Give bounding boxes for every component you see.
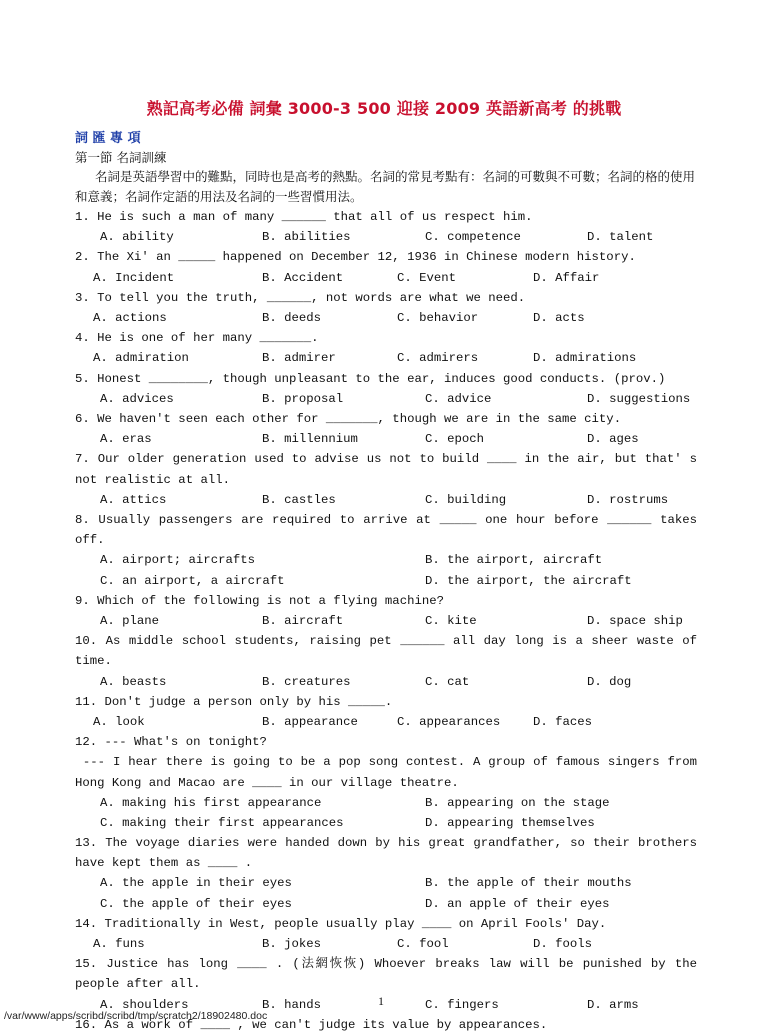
options-row (75, 813, 697, 833)
answer-option: B. jokes (262, 937, 322, 952)
answer-option: B. proposal (262, 391, 344, 406)
answer-option: A. look (93, 714, 145, 729)
answer-option: A. advices (100, 391, 174, 406)
answer-option: A. funs (93, 937, 145, 952)
answer-option: D. suggestions (587, 391, 691, 406)
answer-option: D. arms (587, 997, 639, 1012)
answer-option: C. admirers (397, 351, 479, 366)
document-title: 熟記高考必備 詞彙 3000-3 500 迎接 2009 英語新高考 的挑戰 (146, 99, 622, 118)
options-row (75, 934, 697, 954)
section-heading: 詞 匯 專 項 (75, 131, 141, 146)
answer-option: B. deeds (262, 310, 322, 325)
question-stem: 12. --- What's on tonight? --- I hear there is going to be a pop song contest. A group of famous singers from Hong Kong and Macao are ____ in our village theatre. (75, 735, 697, 790)
question-stem: 15. Justice has long ____ . (法網恢恢) Whoever breaks law will be punished by the people after all. (75, 957, 705, 992)
answer-option: B. Accident (262, 270, 344, 285)
question-stem: 6. We haven't seen each other for _______, though we are in the same city. (75, 411, 622, 426)
answer-option: D. acts (533, 310, 585, 325)
answer-option: B. creatures (262, 674, 351, 689)
question-stem: 3. To tell you the truth, ______, not words are what we need. (75, 290, 526, 305)
question-stem: 8. Usually passengers are required to arrive at _____ one hour before ______ takes off. (75, 512, 705, 548)
options-row (75, 571, 697, 591)
question-item (75, 409, 697, 449)
options-row (75, 611, 697, 631)
answer-option: A. the apple in their eyes (100, 876, 292, 891)
answer-option: C. behavior (397, 310, 479, 325)
question-stem: 4. He is one of her many _______. (75, 331, 319, 346)
question-item (75, 369, 697, 409)
question-item (75, 449, 705, 510)
question-item (75, 207, 697, 247)
answer-option: C. appearances (397, 714, 501, 729)
answer-option: A. plane (100, 613, 160, 628)
answer-option: B. millennium (262, 432, 358, 447)
answer-option: A. making his first appearance (100, 795, 322, 810)
options-row (75, 873, 697, 893)
intro-paragraph: 名詞是英語學習中的難點，同時也是高考的熱點。名詞的常見考點有：名詞的可數與不可數；名詞的格的使用和意義；名詞作定語的用法及名詞的一些習慣用法。 (75, 169, 696, 204)
options-row (75, 227, 697, 247)
answer-option: B. the airport, aircraft (425, 553, 603, 568)
question-stem: 5. Honest ________, though unpleasant to the ear, induces good conducts. (prov.) (75, 371, 666, 386)
options-row (75, 348, 697, 368)
answer-option: A. shoulders (100, 997, 189, 1012)
question-item (75, 288, 697, 328)
question-item (75, 510, 705, 591)
options-row (75, 389, 697, 409)
options-row (75, 308, 697, 328)
question-list (75, 207, 705, 1035)
answer-option: D. talent (587, 230, 654, 245)
question-stem: 1. He is such a man of many ______ that all of us respect him. (75, 210, 533, 224)
answer-option: C. epoch (425, 432, 485, 447)
question-stem: 14. Traditionally in West, people usually play ____ on April Fools' Day. (75, 916, 607, 931)
question-item (75, 328, 697, 368)
question-stem: 2. The Xi' an _____ happened on December 12, 1936 in Chinese modern history. (75, 250, 636, 265)
question-item (75, 732, 697, 833)
answer-option: D. dog (587, 674, 632, 689)
answer-option: A. airport; aircrafts (100, 553, 255, 568)
answer-option: C. building (425, 492, 507, 507)
file-path: /var/www/apps/scribd/scribd/tmp/scratch2/18902480.doc (4, 1010, 268, 1022)
question-stem: 16. As a work of ____ , we can't judge its value by appearances. (75, 1017, 548, 1032)
question-stem: 7. Our older generation used to advise us not to build ____ in the air, but that' s not realistic at all. (75, 452, 705, 487)
question-stem: 10. As middle school students, raising pet ______ all day long is a sheer waste of time. (75, 634, 705, 669)
page-number: 1 (378, 994, 384, 1008)
answer-option: A. admiration (93, 351, 189, 366)
question-item (75, 247, 697, 287)
answer-option: B. admirer (262, 351, 336, 366)
answer-option: A. ability (100, 230, 174, 245)
answer-option: C. the apple of their eyes (100, 896, 292, 911)
options-row (75, 894, 697, 914)
answer-option: A. eras (100, 432, 152, 447)
answer-option: D. fools (533, 937, 593, 952)
answer-option: D. rostrums (587, 492, 669, 507)
question-stem: 11. Don't judge a person only by his _____. (75, 694, 393, 709)
options-row (75, 429, 697, 449)
answer-option: C. fool (397, 937, 449, 952)
options-row (75, 550, 697, 570)
answer-option: A. Incident (93, 270, 175, 285)
options-row (75, 793, 697, 813)
answer-option: D. an apple of their eyes (425, 896, 610, 911)
answer-option: B. castles (262, 492, 336, 507)
question-item (75, 692, 697, 732)
answer-option: B. hands (262, 997, 322, 1012)
answer-option: C. making their first appearances (100, 815, 344, 830)
question-stem: 9. Which of the following is not a flying machine? (75, 593, 444, 608)
answer-option: D. appearing themselves (425, 815, 595, 830)
question-item (75, 631, 705, 692)
answer-option: B. appearance (262, 714, 358, 729)
question-item (75, 591, 697, 631)
options-row (75, 268, 697, 288)
answer-option: A. actions (93, 310, 167, 325)
options-row (75, 490, 697, 510)
answer-option: D. admirations (533, 351, 637, 366)
answer-option: C. cat (425, 674, 470, 689)
subsection-heading: 第一節 名詞訓練 (75, 150, 167, 165)
answer-option: C. Event (397, 270, 457, 285)
question-item (75, 914, 697, 954)
answer-option: C. competence (425, 230, 521, 245)
options-row (75, 712, 697, 732)
question-stem: 13. The voyage diaries were handed down by his great grandfather, so their brothers have kept them as ____ . (75, 836, 705, 871)
answer-option: D. space ship (587, 613, 683, 628)
answer-option: B. aircraft (262, 613, 344, 628)
answer-option: D. ages (587, 432, 639, 447)
answer-option: C. advice (425, 391, 492, 406)
options-row (75, 672, 697, 692)
answer-option: A. attics (100, 492, 167, 507)
answer-option: D. Affair (533, 270, 600, 285)
answer-option: A. beasts (100, 674, 167, 689)
answer-option: D. faces (533, 714, 593, 729)
answer-option: B. the apple of their mouths (425, 876, 632, 891)
answer-option: D. the airport, the aircraft (425, 573, 632, 588)
answer-option: B. appearing on the stage (425, 795, 610, 810)
answer-option: C. an airport, a aircraft (100, 573, 285, 588)
answer-option: C. kite (425, 613, 477, 628)
answer-option: B. abilities (262, 230, 351, 245)
question-item (75, 833, 705, 914)
question-item (75, 954, 705, 1015)
answer-option: C. fingers (425, 997, 499, 1012)
